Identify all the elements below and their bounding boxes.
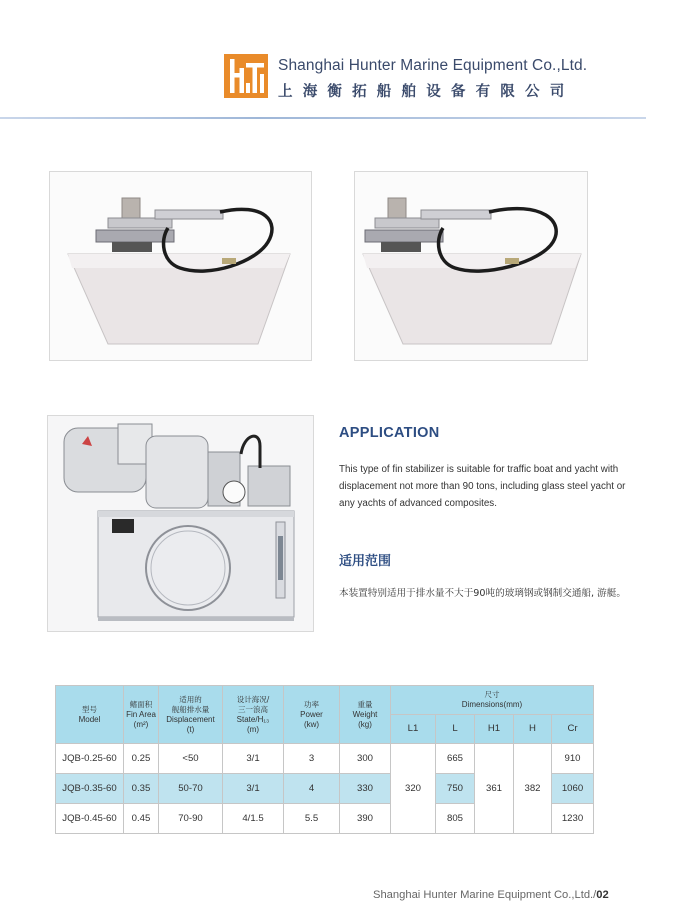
header-state: 设计海况/ 三一浪高 State/H₁₃ (m) [223,686,284,744]
cell-h: 382 [514,744,552,834]
header-cr: Cr [552,715,594,744]
company-name-en: Shanghai Hunter Marine Equipment Co.,Ltd. [278,57,588,74]
header-dimensions: 尺寸 Dimensions(mm) [391,686,594,715]
footer-text: Shanghai Hunter Marine Equipment Co.,Ltd./ [373,889,597,901]
cell-weight: 390 [340,804,391,834]
cell-h1: 361 [475,744,514,834]
cell-cr: 1230 [552,804,594,834]
cell-state: 4/1.5 [223,804,284,834]
page-footer [373,889,609,901]
hunter-logo [224,54,268,98]
company-name-cn: 上海衡拓船舶设备有限公司 [278,84,575,100]
cell-model: JQB-0.25-60 [56,744,124,774]
cell-weight: 330 [340,774,391,804]
cell-fin-area: 0.35 [124,774,159,804]
header-l1: L1 [391,715,436,744]
cell-displacement: 70-90 [159,804,223,834]
application-heading-cn: 适用范围 [339,554,392,569]
fin-stabilizer-photo-right [354,171,588,361]
fin-stabilizer-photo-left [49,171,312,361]
header-fin-area: 鳍面积 Fin Area (m²) [124,686,159,744]
header-power: 功率 Power (kw) [284,686,340,744]
cell-l: 805 [436,804,475,834]
header-displacement: 适用的 舰船排水量 Displacement (t) [159,686,223,744]
cell-cr: 1060 [552,774,594,804]
header-divider [0,117,646,119]
cell-l: 750 [436,774,475,804]
cell-power: 4 [284,774,340,804]
spec-table [55,685,594,834]
cell-model: JQB-0.45-60 [56,804,124,834]
cell-l1: 320 [391,744,436,834]
cell-model: JQB-0.35-60 [56,774,124,804]
cell-state: 3/1 [223,774,284,804]
cell-l: 665 [436,744,475,774]
cell-weight: 300 [340,744,391,774]
cell-cr: 910 [552,744,594,774]
cell-power: 5.5 [284,804,340,834]
application-heading: APPLICATION [339,425,440,441]
application-text: This type of fin stabilizer is suitable for traffic boat and yacht with displacement not more than 90 tons, including glass steel yacht or any yachts of advanced composites. [339,464,626,509]
table-row [56,744,594,774]
cell-fin-area: 0.45 [124,804,159,834]
header-h1: H1 [475,715,514,744]
header-h: H [514,715,552,744]
header-model: 型号 Model [56,686,124,744]
cell-power: 3 [284,744,340,774]
application-text-cn: 本装置特别适用于排水量不大于90吨的玻璃钢或钢制交通船, 游艇。 [339,588,626,599]
header-weight: 重量 Weight (kg) [340,686,391,744]
header-l: L [436,715,475,744]
hydraulic-power-unit-photo [47,415,314,632]
cell-fin-area: 0.25 [124,744,159,774]
cell-displacement: <50 [159,744,223,774]
cell-state: 3/1 [223,744,284,774]
cell-displacement: 50-70 [159,774,223,804]
page-number: 02 [596,889,609,901]
